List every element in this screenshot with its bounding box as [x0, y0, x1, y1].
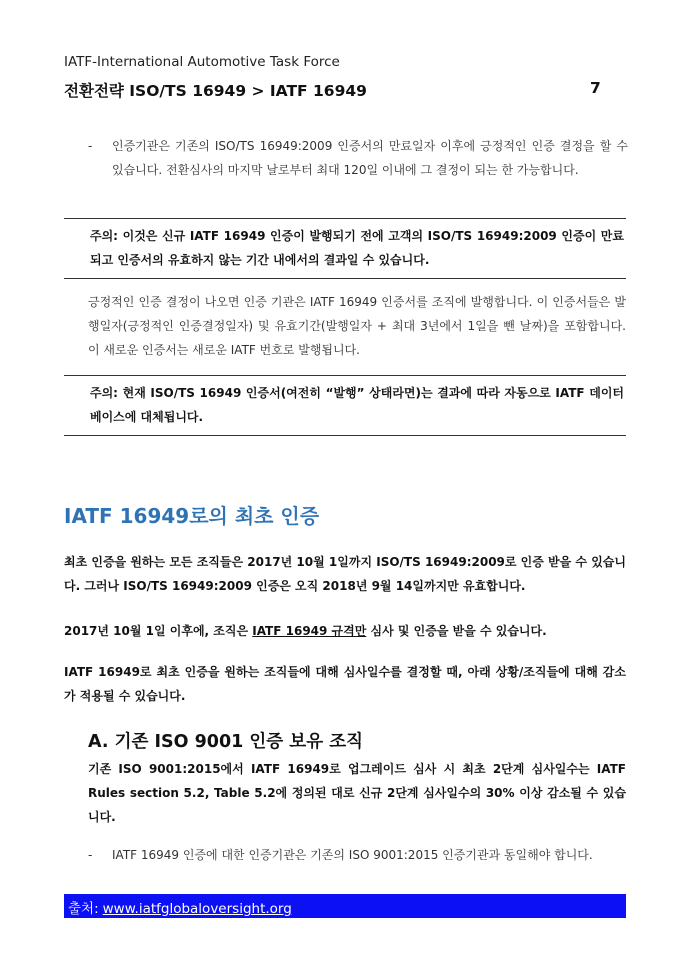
bullet-item-same-body [88, 843, 628, 867]
organization-name: IATF-International Automotive Task Force [64, 54, 340, 70]
bullet-dash: - [88, 848, 93, 862]
paragraph-text-pre: 2017년 10월 1일 이후에, 조직은 [64, 624, 253, 638]
note-box-expiry: 주의: 이것은 신규 IATF 16949 인증이 발행되기 전에 고객의 ISO/TS 16949:2009 인증이 만료되고 인증서의 유효하지 않는 기간 내에서의 결과일 수 있습니다. [64, 218, 626, 279]
bullet-text: 인증기관은 기존의 ISO/TS 16949:2009 인증서의 만료일자 이후에 긍정적인 인증 결정을 할 수 있습니다. 전환심사의 마지막 날로부터 최대 120일 이내에 그 결정이 되는 한 가능합니다. [112, 139, 628, 177]
source-footer-bar [64, 894, 626, 918]
bullet-item-certification-decision [88, 134, 628, 182]
paragraph-certificate-issue: 긍정적인 인증 결정이 나오면 인증 기관은 IATF 16949 인증서를 조직에 발행합니다. 이 인증서들은 발행일자(긍정적인 인증결정일자) 및 유효기간(발행일자 + 최대 3년에서 1일을 뺀 날짜)을 포함합니다. 이 새로운 인증서는 새로운 IATF 번호로 발행됩니다. [88, 295, 626, 357]
source-label: 출처: [68, 901, 99, 917]
subsection-paragraph-upgrade: 기존 ISO 9001:2015에서 IATF 16949로 업그레이드 심사 시 최초 2단계 심사일수는 IATF Rules section 5.2, Table 5.2에 정의된 대로 신규 2단계 심사일수의 30% 이상 감소될 수 있습니다. [88, 762, 626, 824]
note-box-database: 주의: 현재 ISO/TS 16949 인증서(여전히 “발행” 상태라면)는 결과에 따라 자동으로 IATF 데이터베이스에 대체됩니다. [64, 375, 626, 436]
paragraph-initial-certification: 최초 인증을 원하는 모든 조직들은 2017년 10월 1일까지 ISO/TS 16949:2009로 인증 받을 수 있습니다. 그러나 ISO/TS 16949:2009 인증은 오직 2018년 9월 14일까지만 유효합니다. [64, 555, 626, 593]
section-title-initial-certification: IATF 16949로의 최초 인증 [64, 504, 320, 528]
page-number: 7 [590, 79, 601, 97]
paragraph-audit-days-reduction: IATF 16949로 최초 인증을 원하는 조직들에 대해 심사일수를 결정할 때, 아래 상황/조직들에 대해 감소가 적용될 수 있습니다. [64, 665, 626, 703]
underlined-standard-text: IATF 16949 규격만 [252, 624, 367, 638]
paragraph-text-post: 심사 및 인증을 받을 수 있습니다. [366, 624, 547, 638]
source-footer-text [68, 897, 292, 917]
subsection-title-iso9001: A. 기존 ISO 9001 인증 보유 조직 [88, 732, 364, 752]
source-link[interactable]: www.iatfglobaloversight.org [102, 901, 292, 917]
document-title: 전환전략 ISO/TS 16949 > IATF 16949 [64, 82, 367, 100]
paragraph-after-october [64, 619, 626, 643]
bullet-text: IATF 16949 인증에 대한 인증기관은 기존의 ISO 9001:2015 인증기관과 동일해야 합니다. [112, 848, 593, 862]
bullet-dash: - [88, 139, 93, 153]
